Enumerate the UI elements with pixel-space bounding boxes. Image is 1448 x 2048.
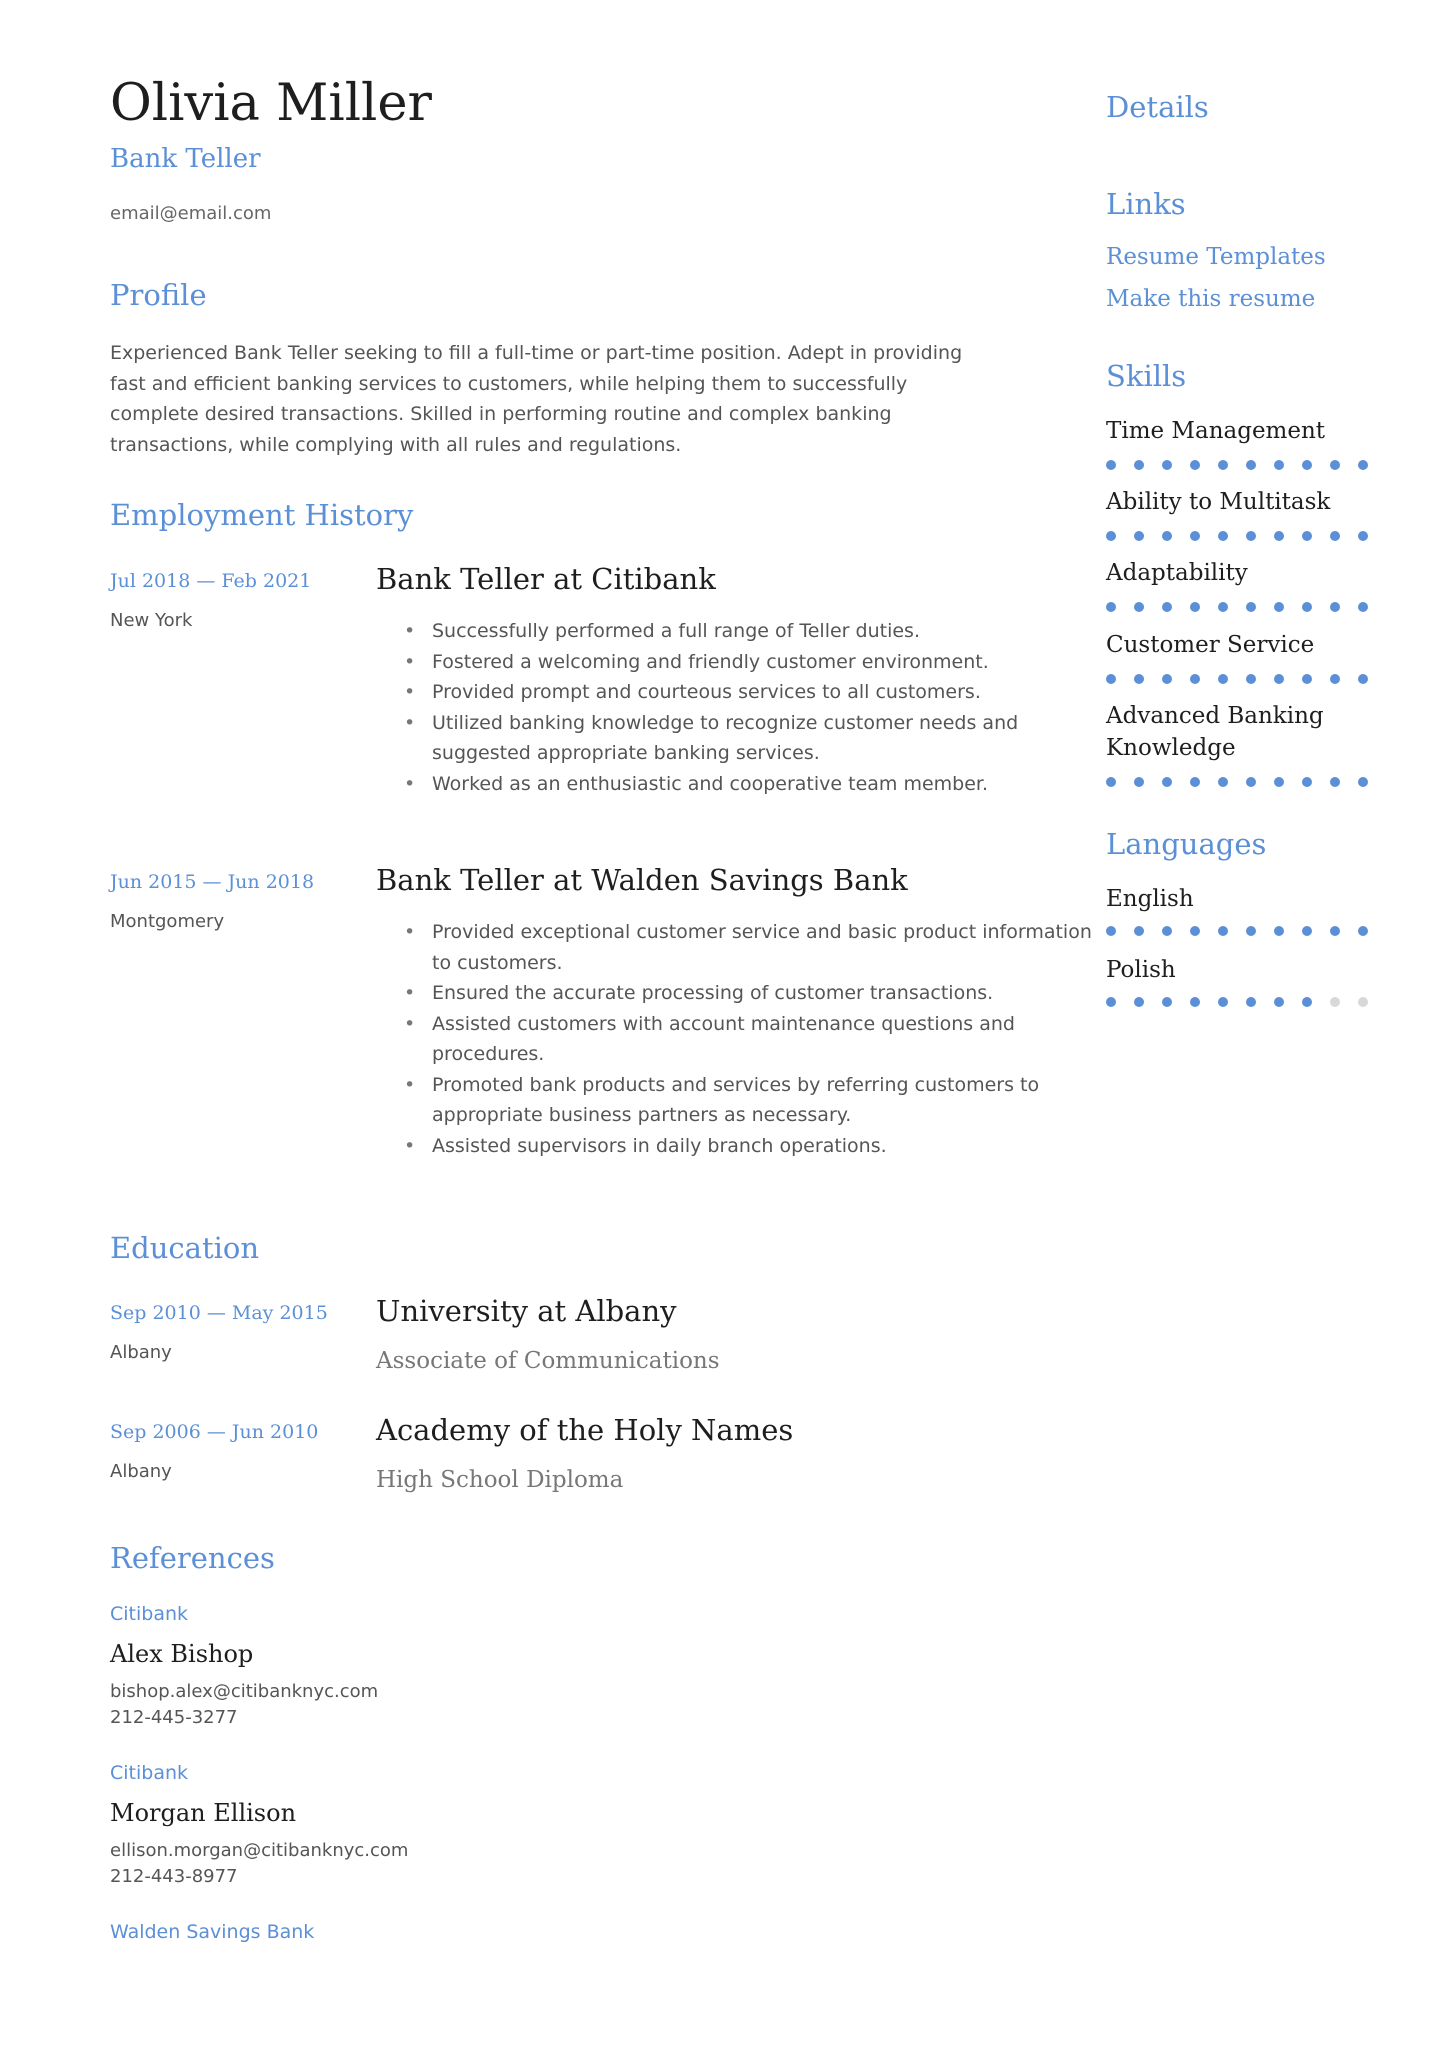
bullet-item: • Ensured the accurate processing of customer transactions. (432, 978, 1092, 1009)
rating-dot (1106, 674, 1116, 684)
rating-dot (1274, 602, 1284, 612)
rating-dot (1134, 602, 1144, 612)
rating-dot (1302, 460, 1312, 470)
rating-dot (1358, 674, 1368, 684)
education-heading: Education (110, 1231, 260, 1265)
job-title: Bank Teller (110, 144, 261, 174)
link-make-this-resume[interactable]: Make this resume (1106, 286, 1316, 312)
rating-dot (1218, 997, 1228, 1007)
education-degree: Associate of Communications (376, 1348, 720, 1374)
rating-dot (1246, 460, 1256, 470)
rating-dot (1330, 602, 1340, 612)
employment-dates: Jun 2015 — Jun 2018 (110, 871, 315, 893)
employment-location: New York (110, 610, 193, 631)
skill-name: Customer Service (1106, 632, 1315, 658)
rating-dot (1274, 926, 1284, 936)
rating-dot (1302, 777, 1312, 787)
rating-dot (1246, 777, 1256, 787)
rating-dot (1134, 777, 1144, 787)
reference-name: Morgan Ellison (110, 1799, 297, 1827)
bullet-item: • Provided prompt and courteous services to all customers. (432, 677, 1092, 708)
rating-dot (1246, 602, 1256, 612)
rating-dot (1302, 531, 1312, 541)
rating-dot (1106, 997, 1116, 1007)
rating-dot (1218, 602, 1228, 612)
bullet-item: • Worked as an enthusiastic and cooperative team member. (432, 769, 1092, 800)
rating-dot (1134, 460, 1144, 470)
reference-company: Citibank (110, 1603, 189, 1625)
languages-heading: Languages (1106, 827, 1267, 861)
rating-dot (1358, 777, 1368, 787)
rating-dot (1218, 674, 1228, 684)
bullet-item: • Assisted customers with account maintenance questions and procedures. (432, 1009, 1092, 1070)
rating-dot (1190, 926, 1200, 936)
bullet-item: • Utilized banking knowledge to recognize customer needs and suggested appropriate banking services. (432, 708, 1092, 769)
rating-dot (1162, 997, 1172, 1007)
rating-dot (1106, 460, 1116, 470)
language-name: Polish (1106, 957, 1176, 983)
rating-dot (1162, 674, 1172, 684)
employment-bullets (376, 616, 1092, 799)
skill-rating (1106, 531, 1386, 541)
rating-dot (1302, 926, 1312, 936)
rating-dot (1162, 531, 1172, 541)
rating-dot (1358, 926, 1368, 936)
reference-phone: 212-443-8977 (110, 1866, 238, 1887)
rating-dot (1330, 997, 1340, 1007)
candidate-name: Olivia Miller (110, 74, 432, 133)
education-dates: Sep 2006 — Jun 2010 (110, 1421, 319, 1443)
rating-dot (1162, 602, 1172, 612)
rating-dot (1246, 997, 1256, 1007)
skill-rating (1106, 674, 1386, 684)
rating-dot (1190, 602, 1200, 612)
skill-name: Ability to Multitask (1106, 489, 1331, 515)
rating-dot (1190, 777, 1200, 787)
reference-phone: 212-445-3277 (110, 1707, 238, 1728)
rating-dot (1134, 997, 1144, 1007)
rating-dot (1274, 531, 1284, 541)
reference-email[interactable]: ellison.morgan@citibanknyc.com (110, 1840, 409, 1861)
rating-dot (1330, 460, 1340, 470)
rating-dot (1246, 926, 1256, 936)
rating-dot (1274, 460, 1284, 470)
rating-dot (1106, 777, 1116, 787)
reference-company: Citibank (110, 1762, 189, 1784)
rating-dot (1106, 926, 1116, 936)
email-address[interactable]: email@email.com (110, 203, 272, 224)
language-rating (1106, 926, 1386, 936)
bullet-item: • Successfully performed a full range of Teller duties. (432, 616, 1092, 647)
rating-dot (1162, 926, 1172, 936)
rating-dot (1246, 674, 1256, 684)
reference-company: Walden Savings Bank (110, 1921, 315, 1943)
education-school: Academy of the Holy Names (376, 1413, 794, 1447)
rating-dot (1218, 777, 1228, 787)
education-location: Albany (110, 1342, 172, 1363)
rating-dot (1218, 531, 1228, 541)
education-degree: High School Diploma (376, 1467, 624, 1493)
rating-dot (1218, 926, 1228, 936)
skill-rating (1106, 460, 1386, 470)
skill-rating (1106, 777, 1386, 787)
language-name: English (1106, 886, 1194, 912)
profile-summary: Experienced Bank Teller seeking to fill a full-time or part-time position. Adept in providing fast and efficient banking services to customers, while helping them to successfully complete desired transactions. Skilled in performing routine and complex banking transactions, while complying with all rules and regulations. (110, 342, 963, 456)
references-heading: References (110, 1541, 275, 1575)
rating-dot (1134, 674, 1144, 684)
employment-title: Bank Teller at Walden Savings Bank (376, 863, 908, 897)
rating-dot (1330, 531, 1340, 541)
details-heading: Details (1106, 90, 1209, 124)
rating-dot (1358, 531, 1368, 541)
employment-location: Montgomery (110, 911, 225, 932)
rating-dot (1330, 926, 1340, 936)
employment-bullets (376, 917, 1092, 1161)
rating-dot (1358, 460, 1368, 470)
link-resume-templates[interactable]: Resume Templates (1106, 244, 1326, 270)
employment-title: Bank Teller at Citibank (376, 562, 716, 596)
employment-heading: Employment History (110, 498, 414, 532)
bullet-item: • Promoted bank products and services by referring customers to appropriate business partners as necessary. (432, 1070, 1092, 1131)
bullet-item: • Assisted supervisors in daily branch operations. (432, 1131, 1092, 1162)
skills-heading: Skills (1106, 359, 1187, 393)
education-location: Albany (110, 1461, 172, 1482)
rating-dot (1190, 460, 1200, 470)
skill-name: Advanced Banking Knowledge (1106, 703, 1324, 761)
rating-dot (1106, 602, 1116, 612)
rating-dot (1218, 460, 1228, 470)
rating-dot (1246, 531, 1256, 541)
education-dates: Sep 2010 — May 2015 (110, 1302, 328, 1324)
skill-rating (1106, 602, 1386, 612)
reference-email[interactable]: bishop.alex@citibanknyc.com (110, 1681, 379, 1702)
rating-dot (1106, 531, 1116, 541)
language-rating (1106, 997, 1386, 1007)
rating-dot (1302, 997, 1312, 1007)
education-school: University at Albany (376, 1294, 677, 1328)
rating-dot (1358, 602, 1368, 612)
rating-dot (1330, 777, 1340, 787)
rating-dot (1274, 997, 1284, 1007)
rating-dot (1162, 460, 1172, 470)
bullet-item: • Provided exceptional customer service and basic product information to customers. (432, 917, 1092, 978)
rating-dot (1302, 602, 1312, 612)
skill-name: Time Management (1106, 418, 1326, 444)
rating-dot (1274, 777, 1284, 787)
rating-dot (1274, 674, 1284, 684)
rating-dot (1190, 674, 1200, 684)
rating-dot (1190, 997, 1200, 1007)
rating-dot (1358, 997, 1368, 1007)
links-heading: Links (1106, 187, 1186, 221)
profile-heading: Profile (110, 278, 207, 312)
bullet-item: • Fostered a welcoming and friendly customer environment. (432, 647, 1092, 678)
rating-dot (1302, 674, 1312, 684)
rating-dot (1134, 531, 1144, 541)
reference-name: Alex Bishop (110, 1640, 254, 1668)
rating-dot (1134, 926, 1144, 936)
rating-dot (1162, 777, 1172, 787)
employment-dates: Jul 2018 — Feb 2021 (110, 570, 312, 592)
skill-name: Adaptability (1106, 560, 1248, 586)
rating-dot (1330, 674, 1340, 684)
rating-dot (1190, 531, 1200, 541)
